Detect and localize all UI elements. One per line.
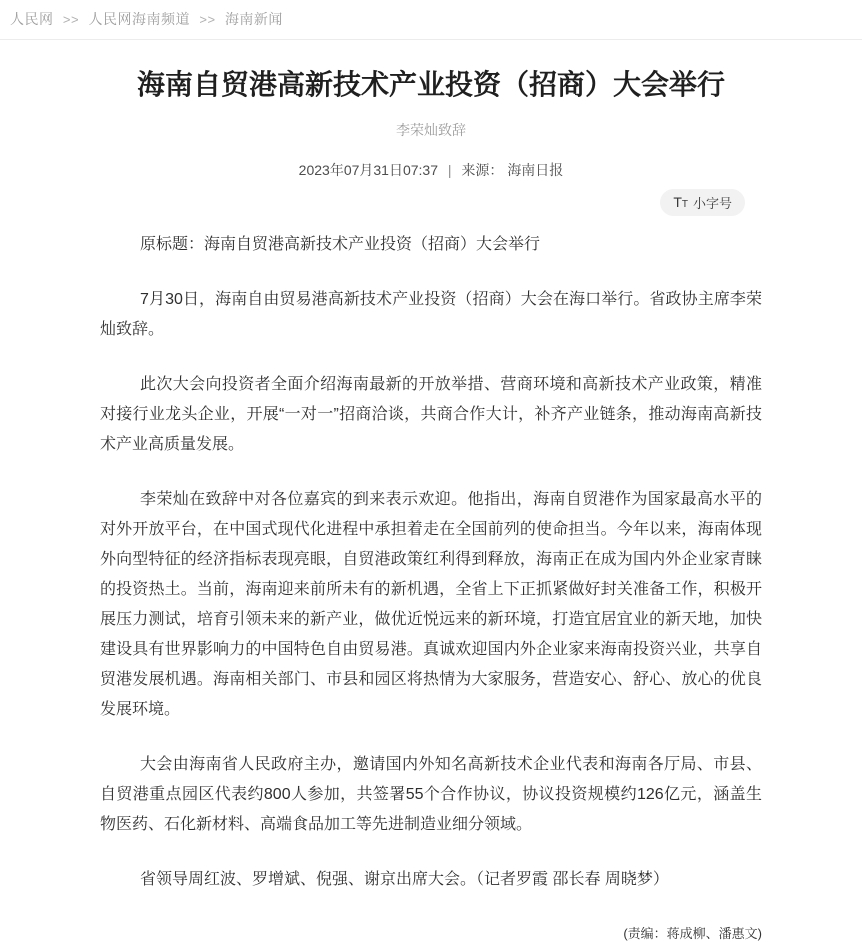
publish-datetime: 2023年07月31日07:37: [298, 161, 438, 178]
article-title: 海南自贸港高新技术产业投资（招商）大会举行: [136, 69, 725, 100]
article-toolbar: [100, 189, 762, 216]
original-title-label: 原标题：: [140, 235, 205, 253]
article-paragraph: 李荣灿在致辞中对各位嘉宾的到来表示欢迎。他指出，海南自贸港作为国家最高水平的对外开放平台，在中国式现代化进程中承担着走在全国前列的使命担当。今年以来，海南体现外向型特征的经济指标表现亮眼，自贸港政策红利得到释放，海南正在成为国内外企业家青睐的投资热土。当前，海南迎来前所未有的新机遇，全省上下正抓紧做好封关准备工作，积极开展压力测试，培育引领未来的新产业，做优近悦远来的新环境，打造宜居宜业的新天地，加快建设具有世界影响力的中国特色自由贸易港。真诚欢迎国内外企业家来海南投资兴业，共享自贸港发展机遇。海南相关部门、市县和园区将热情为大家服务，营造安心、舒心、放心的优良发展环境。: [100, 490, 762, 718]
breadcrumb: [0, 0, 862, 39]
source-link[interactable]: 海南日报: [507, 161, 564, 178]
article-paragraph: 此次大会向投资者全面介绍海南最新的开放举措、营商环境和高新技术产业政策，精准对接行业龙头企业，开展“一对一”招商洽谈，共商合作大计，补齐产业链条，推动海南高新技术产业高质量发展。: [100, 375, 762, 453]
breadcrumb-separator: >>: [199, 12, 216, 27]
original-title-line: [100, 230, 762, 260]
original-title-text: 海南自贸港高新技术产业投资（招商）大会举行: [204, 235, 541, 253]
article-paragraph: 7月30日，海南自由贸易港高新技术产业投资（招商）大会在海口举行。省政协主席李荣灿致辞。: [100, 290, 762, 338]
editors-note: (责编：蒋成柳、潘惠文): [623, 925, 762, 941]
article-meta: [100, 160, 762, 180]
article-content: [100, 69, 762, 942]
header-divider: [0, 39, 862, 40]
source-label: 来源：: [461, 161, 504, 178]
meta-separator: |: [447, 161, 452, 178]
breadcrumb-separator: >>: [62, 12, 80, 27]
article-paragraph: 大会由海南省人民政府主办，邀请国内外知名高新技术企业代表和海南各厅局、市县、自贸港重点园区代表约800人参加，共签署55个合作协议，协议投资规模约126亿元，涵盖生物医药、石化新材料、高端食品加工等先进制造业细分领域。: [100, 755, 762, 833]
article-body: [100, 230, 762, 895]
article-paragraph: 省领导周红波、罗增斌、倪强、谢京出席大会。（记者罗霞 邵长春 周晓梦）: [140, 870, 669, 888]
breadcrumb-link-hainan-news[interactable]: 海南新闻: [224, 11, 283, 27]
font-size-button-label: 小字号: [692, 195, 732, 211]
breadcrumb-link-hainan-channel[interactable]: 人民网海南频道: [88, 11, 190, 27]
font-size-icon: TT: [673, 194, 688, 211]
font-size-button[interactable]: [660, 189, 745, 216]
breadcrumb-link-peoples-daily[interactable]: 人民网: [10, 11, 54, 27]
article-subtitle: 李荣灿致辞: [396, 121, 466, 138]
